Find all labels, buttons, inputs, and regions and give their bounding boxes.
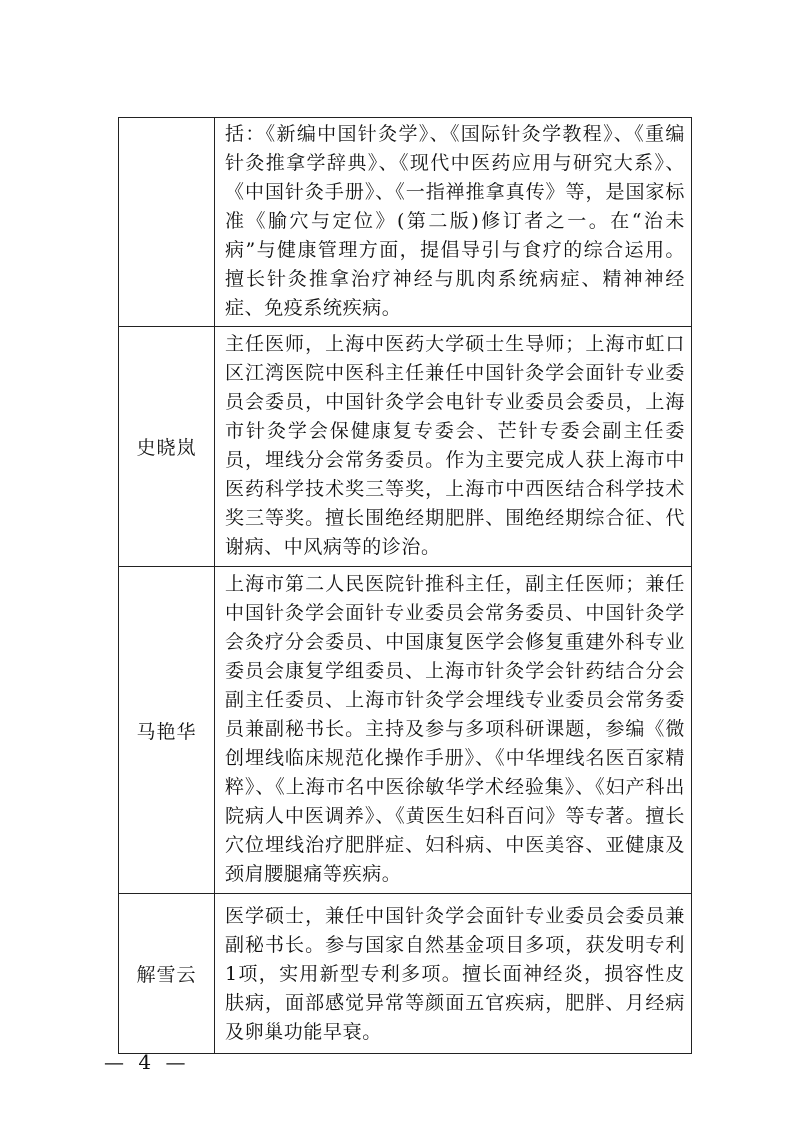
expert-bio: 医学硕士，兼任中国针灸学会面针专业委员会委员兼副秘书长。参与国家自然基金项目多项，获发明专利1项，实用新型专利多项。擅长面神经炎，损容性皮肤病，面部感觉异常等颜面五官疾病，肥胖、月经病及卵巢功能早衰。 <box>225 905 685 1043</box>
expert-name: 马艳华 <box>119 567 215 894</box>
expert-bio: 括：《新编中国针灸学》、《国际针灸学教程》、《重编针灸推拿学辞典》、《现代中医药应用与研究大系》、《中国针灸手册》、《一指禅推拿真传》等，是国家标准《腧穴与定位》(第二版)修订者之一。在“治未病”与健康管理方面，提倡导引与食疗的综合运用。擅长针灸推拿治疗神经与肌肉系统病症、精神神经症、免疫系统疾病。 <box>225 123 685 319</box>
table-row <box>119 118 692 327</box>
expert-bio-table <box>118 117 692 1054</box>
expert-bio-cell <box>215 567 692 894</box>
table-row <box>119 567 692 894</box>
expert-bio-cell <box>215 894 692 1054</box>
expert-name: 史晓岚 <box>119 327 215 567</box>
table-row <box>119 894 692 1054</box>
table-row <box>119 327 692 567</box>
expert-bio-cell <box>215 327 692 567</box>
expert-bio-cell <box>215 118 692 327</box>
page-number: — 4 — <box>104 1050 190 1074</box>
expert-bio: 上海市第二人民医院针推科主任，副主任医师；兼任中国针灸学会面针专业委员会常务委员、中国针灸学会灸疗分会委员、中国康复医学会修复重建外科专业委员会康复学组委员、上海市针灸学会针药结合分会副主任委员、上海市针灸学会埋线专业委员会常务委员兼副秘书长。主持及参与多项科研课题，参编《微创埋线临床规范化操作手册》、《中华埋线名医百家精粹》、《上海市名中医徐敏华学术经验集》、《妇产科出院病人中医调养》、《黄医生妇科百问》等专著。擅长穴位埋线治疗肥胖症、妇科病、中医美容、亚健康及颈肩腰腿痛等疾病。 <box>225 573 685 885</box>
expert-name <box>119 118 215 327</box>
expert-name: 解雪云 <box>119 894 215 1054</box>
expert-bio: 主任医师，上海中医药大学硕士生导师；上海市虹口区江湾医院中医科主任兼任中国针灸学会面针专业委员会委员，中国针灸学会电针专业委员会委员，上海市针灸学会保健康复专委会、芒针专委会副主任委员，埋线分会常务委员。作为主要完成人获上海市中医药科学技术奖三等奖，上海市中西医结合科学技术奖三等奖。擅长围绝经期肥胖、围绝经期综合征、代谢病、中风病等的诊治。 <box>225 333 685 558</box>
